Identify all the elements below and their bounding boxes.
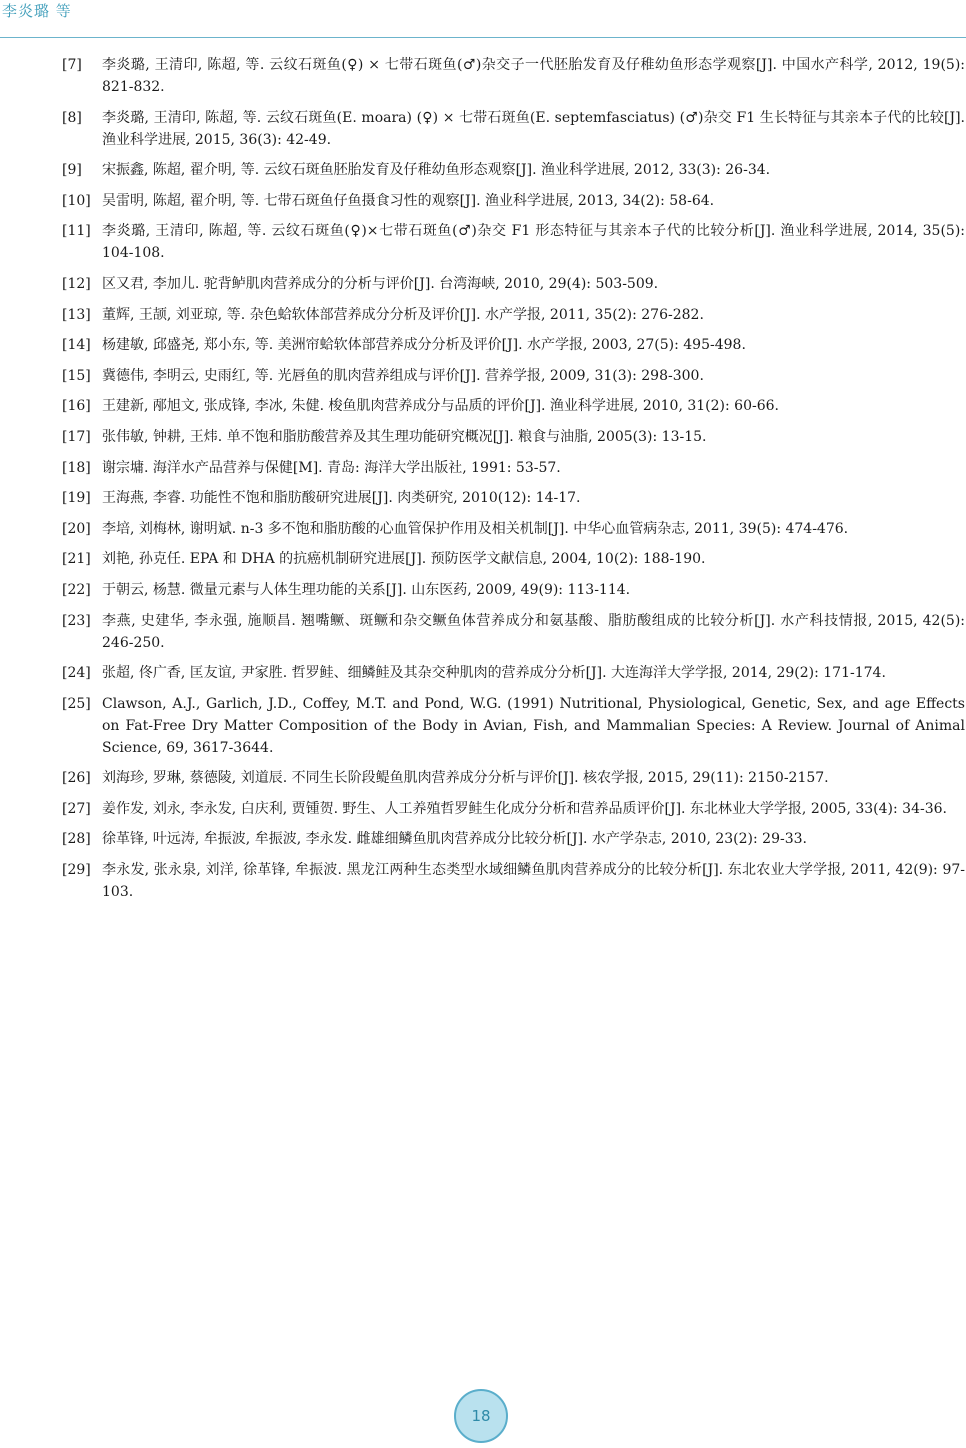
reference-number: [29]: [62, 862, 91, 879]
reference-text: 李炎璐, 王清印, 陈超, 等. 云纹石斑鱼(E. moara) (♀) × 七带石斑鱼(E. septemfasciatus) (♂)杂交 F1 生长特征与其亲本子代的比较[J]. 渔业科学进展, 2015, 36(3): 42-49.: [102, 109, 965, 148]
reference-number: [27]: [62, 800, 91, 817]
reference-number: [22]: [62, 581, 91, 598]
reference-entry: [62, 798, 965, 820]
reference-number: [21]: [62, 551, 91, 568]
reference-entry: [62, 548, 965, 570]
reference-number: [24]: [62, 665, 91, 682]
reference-text: 吴雷明, 陈超, 翟介明, 等. 七带石斑鱼仔鱼摄食习性的观察[J]. 渔业科学进展, 2013, 34(2): 58-64.: [102, 192, 715, 209]
reference-entry: [62, 159, 965, 181]
reference-text: 张超, 佟广香, 匡友谊, 尹家胜. 哲罗鲑、细鳞鲑及其杂交种肌肉的营养成分分析[J]. 大连海洋大学学报, 2014, 29(2): 171-174.: [102, 665, 886, 682]
reference-number: [25]: [62, 695, 91, 712]
reference-entry: [62, 828, 965, 850]
reference-text: 区又君, 李加儿. 驼背鲈肌肉营养成分的分析与评价[J]. 台湾海峡, 2010, 29(4): 503-509.: [102, 275, 659, 292]
reference-number: [12]: [62, 275, 91, 292]
reference-text: 杨建敏, 邱盛尧, 郑小东, 等. 美洲帘蛤软体部营养成分分析及评价[J]. 水产学报, 2003, 27(5): 495-498.: [102, 337, 746, 354]
reference-number: [14]: [62, 337, 91, 354]
reference-entry: [62, 610, 965, 654]
reference-entry: [62, 190, 965, 212]
reference-number: [20]: [62, 520, 91, 537]
reference-number: [18]: [62, 459, 91, 476]
reference-number: [26]: [62, 770, 91, 787]
reference-text: 刘海珍, 罗琳, 蔡德陵, 刘道辰. 不同生长阶段鳀鱼肌肉营养成分分析与评价[J]. 核农学报, 2015, 29(11): 2150-2157.: [102, 770, 829, 787]
reference-number: [7]: [62, 57, 82, 73]
reference-entry: [62, 220, 965, 264]
reference-text: 宋振鑫, 陈超, 翟介明, 等. 云纹石斑鱼胚胎发育及仔稚幼鱼形态观察[J]. 渔业科学进展, 2012, 33(3): 26-34.: [102, 162, 771, 179]
reference-text: 姜作发, 刘永, 李永发, 白庆利, 贾锺贺. 野生、人工养殖哲罗鲑生化成分分析和营养品质评价[J]. 东北林业大学学报, 2005, 33(4): 34-36.: [102, 800, 947, 817]
reference-entry: [62, 334, 965, 356]
reference-entry: [62, 767, 965, 789]
reference-entry: [62, 693, 965, 759]
running-header-author: 李炎璐 等: [2, 2, 72, 20]
reference-text: 徐革锋, 叶远涛, 牟振波, 牟振波, 李永发. 雌雄细鳞鱼肌肉营养成分比较分析[J]. 水产学杂志, 2010, 23(2): 29-33.: [102, 831, 807, 848]
reference-number: [28]: [62, 831, 91, 848]
reference-text: 王海燕, 李睿. 功能性不饱和脂肪酸研究进展[J]. 肉类研究, 2010(12): 14-17.: [102, 490, 581, 507]
reference-text: 李燕, 史建华, 李永强, 施顺昌. 翘嘴鳜、斑鳜和杂交鳜鱼体营养成分和氨基酸、脂肪酸组成的比较分析[J]. 水产科技情报, 2015, 42(5): 246-250.: [102, 612, 965, 651]
reference-number: [10]: [62, 192, 91, 209]
reference-number: [8]: [62, 109, 82, 126]
reference-number: [9]: [62, 162, 82, 179]
reference-entry: [62, 859, 965, 903]
reference-entry: [62, 54, 965, 98]
reference-entry: [62, 457, 965, 479]
reference-entry: [62, 365, 965, 387]
header-rule: [0, 37, 966, 38]
reference-number: [17]: [62, 428, 91, 445]
reference-list: [62, 54, 965, 912]
reference-number: [23]: [62, 612, 91, 629]
reference-text: 董辉, 王颉, 刘亚琼, 等. 杂色蛤软体部营养成分分析及评价[J]. 水产学报, 2011, 35(2): 276-282.: [102, 306, 704, 323]
reference-entry: [62, 395, 965, 417]
reference-number: [13]: [62, 306, 91, 323]
reference-number: [15]: [62, 367, 91, 384]
reference-entry: [62, 273, 965, 295]
reference-entry: [62, 662, 965, 684]
reference-number: [19]: [62, 490, 91, 507]
reference-text: 李炎璐, 王清印, 陈超, 等. 云纹石斑鱼(♀)×七带石斑鱼(♂)杂交 F1 形态特征与其亲本子代的比较分析[J]. 渔业科学进展, 2014, 35(5): 104-108.: [102, 223, 965, 262]
reference-entry: [62, 518, 965, 540]
reference-text: 王建新, 邴旭文, 张成锋, 李冰, 朱健. 梭鱼肌肉营养成分与品质的评价[J]. 渔业科学进展, 2010, 31(2): 60-66.: [102, 398, 779, 415]
reference-text: 于朝云, 杨慧. 微量元素与人体生理功能的关系[J]. 山东医药, 2009, 49(9): 113-114.: [102, 581, 631, 598]
page-number-badge: 18: [454, 1389, 508, 1443]
reference-text: Clawson, A.J., Garlich, J.D., Coffey, M.T. and Pond, W.G. (1991) Nutritional, Physiological, Genetic, Sex, and age Effects on Fat-Free Dry Matter Composition of the Body in Avian, Fish, and Mammalian Species: A Review. Journal of Animal Science, 69, 3617-3644.: [102, 695, 965, 756]
reference-text: 张伟敏, 钟耕, 王炜. 单不饱和脂肪酸营养及其生理功能研究概况[J]. 粮食与油脂, 2005(3): 13-15.: [102, 428, 707, 445]
reference-entry: [62, 579, 965, 601]
reference-entry: [62, 107, 965, 151]
reference-number: [16]: [62, 398, 91, 415]
reference-text: 李培, 刘梅林, 谢明斌. n-3 多不饱和脂肪酸的心血管保护作用及相关机制[J]. 中华心血管病杂志, 2011, 39(5): 474-476.: [102, 520, 849, 537]
reference-entry: [62, 426, 965, 448]
reference-entry: [62, 304, 965, 326]
reference-text: 谢宗墉. 海洋水产品营养与保健[M]. 青岛: 海洋大学出版社, 1991: 53-57.: [102, 459, 561, 476]
reference-text: 李永发, 张永泉, 刘洋, 徐革锋, 牟振波. 黑龙江两种生态类型水域细鳞鱼肌肉营养成分的比较分析[J]. 东北农业大学学报, 2011, 42(9): 97-103.: [102, 862, 965, 901]
reference-text: 李炎璐, 王清印, 陈超, 等. 云纹石斑鱼(♀) × 七带石斑鱼(♂)杂交子一代胚胎发育及仔稚幼鱼形态学观察[J]. 中国水产科学, 2012, 19(5): 821-832.: [102, 57, 965, 95]
reference-text: 冀德伟, 李明云, 史雨红, 等. 光唇鱼的肌肉营养组成与评价[J]. 营养学报, 2009, 31(3): 298-300.: [102, 367, 704, 384]
reference-text: 刘艳, 孙克任. EPA 和 DHA 的抗癌机制研究进展[J]. 预防医学文献信息, 2004, 10(2): 188-190.: [102, 551, 706, 568]
reference-entry: [62, 487, 965, 509]
reference-number: [11]: [62, 223, 91, 240]
